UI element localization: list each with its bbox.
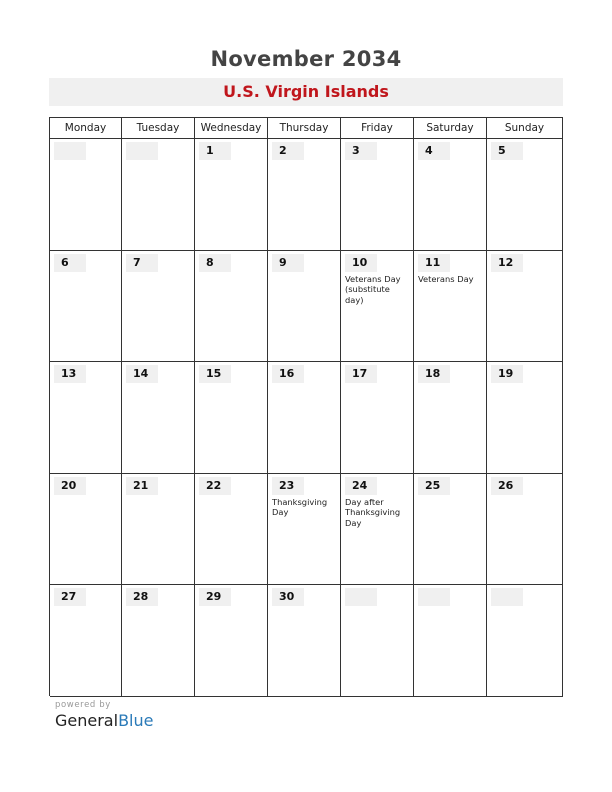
- day-cell: [268, 362, 341, 474]
- day-cell: [414, 139, 487, 251]
- day-cell: [341, 251, 414, 363]
- holiday-label: Day after Thanksgiving Day: [345, 496, 401, 528]
- day-number: 1: [199, 142, 231, 160]
- day-cell: [414, 474, 487, 586]
- day-cell: [268, 474, 341, 586]
- day-number: 27: [54, 588, 86, 606]
- day-cell: [122, 474, 195, 586]
- day-cell: [414, 251, 487, 363]
- weekday-sunday: Sunday: [487, 118, 563, 139]
- day-cell: [341, 585, 414, 697]
- region-name: U.S. Virgin Islands: [223, 82, 389, 101]
- day-cell: [122, 362, 195, 474]
- day-number: 9: [272, 254, 304, 272]
- day-number: 21: [126, 477, 158, 495]
- day-number: 15: [199, 365, 231, 383]
- day-cell: [414, 362, 487, 474]
- day-number: 10: [345, 254, 377, 272]
- day-number: 13: [54, 365, 86, 383]
- day-number: 3: [345, 142, 377, 160]
- holiday-label: Thanksgiving Day: [272, 496, 328, 518]
- day-cell: [195, 251, 268, 363]
- weekday-wednesday: Wednesday: [195, 118, 268, 139]
- empty-day-box: [345, 588, 377, 606]
- empty-day-box: [126, 142, 158, 160]
- day-number: 5: [491, 142, 523, 160]
- day-cell: [268, 139, 341, 251]
- day-cell: [122, 139, 195, 251]
- day-cell: [195, 362, 268, 474]
- day-cell: [487, 251, 563, 363]
- calendar-title: November 2034: [210, 47, 402, 71]
- day-number: 20: [54, 477, 86, 495]
- day-number: 26: [491, 477, 523, 495]
- day-number: 24: [345, 477, 377, 495]
- day-cell: [341, 139, 414, 251]
- day-number: 19: [491, 365, 523, 383]
- weekday-saturday: Saturday: [414, 118, 487, 139]
- day-number: 8: [199, 254, 231, 272]
- powered-by-text: powered by: [55, 700, 111, 710]
- day-number: 4: [418, 142, 450, 160]
- day-number: 14: [126, 365, 158, 383]
- day-number: 28: [126, 588, 158, 606]
- day-cell: [487, 139, 563, 251]
- day-number: 6: [54, 254, 86, 272]
- day-number: 25: [418, 477, 450, 495]
- weekday-header-row: [50, 118, 563, 139]
- day-cell: [487, 474, 563, 586]
- day-cell: [487, 362, 563, 474]
- day-cell: [122, 585, 195, 697]
- day-number: 18: [418, 365, 450, 383]
- day-cell: [268, 251, 341, 363]
- empty-day-box: [418, 588, 450, 606]
- day-number: 12: [491, 254, 523, 272]
- region-banner: [49, 78, 563, 106]
- brand-footer: [55, 700, 153, 730]
- day-cell: [195, 585, 268, 697]
- brand-logo: [55, 711, 153, 730]
- day-number: 7: [126, 254, 158, 272]
- weekday-tuesday: Tuesday: [122, 118, 195, 139]
- day-cell: [268, 585, 341, 697]
- day-number: 17: [345, 365, 377, 383]
- day-cell: [487, 585, 563, 697]
- day-cell: [341, 362, 414, 474]
- empty-day-box: [491, 588, 523, 606]
- day-number: 16: [272, 365, 304, 383]
- day-cell: [50, 251, 122, 363]
- calendar-grid: [49, 117, 563, 696]
- day-number: 22: [199, 477, 231, 495]
- day-cell: [341, 474, 414, 586]
- day-cell: [50, 474, 122, 586]
- day-number: 11: [418, 254, 450, 272]
- day-number: 30: [272, 588, 304, 606]
- weekday-friday: Friday: [341, 118, 414, 139]
- brand-name-blue: Blue: [118, 711, 154, 730]
- holiday-label: Veterans Day: [418, 273, 474, 284]
- weekday-thursday: Thursday: [268, 118, 341, 139]
- day-cell: [50, 362, 122, 474]
- day-number: 29: [199, 588, 231, 606]
- day-cell: [122, 251, 195, 363]
- day-cell: [195, 474, 268, 586]
- day-cell: [50, 585, 122, 697]
- holiday-label: Veterans Day (substitute day): [345, 273, 401, 305]
- day-cell: [414, 585, 487, 697]
- day-number: 23: [272, 477, 304, 495]
- empty-day-box: [54, 142, 86, 160]
- day-cell: [195, 139, 268, 251]
- brand-name-general: General: [55, 711, 119, 730]
- weekday-monday: Monday: [50, 118, 122, 139]
- day-number: 2: [272, 142, 304, 160]
- day-cell: [50, 139, 122, 251]
